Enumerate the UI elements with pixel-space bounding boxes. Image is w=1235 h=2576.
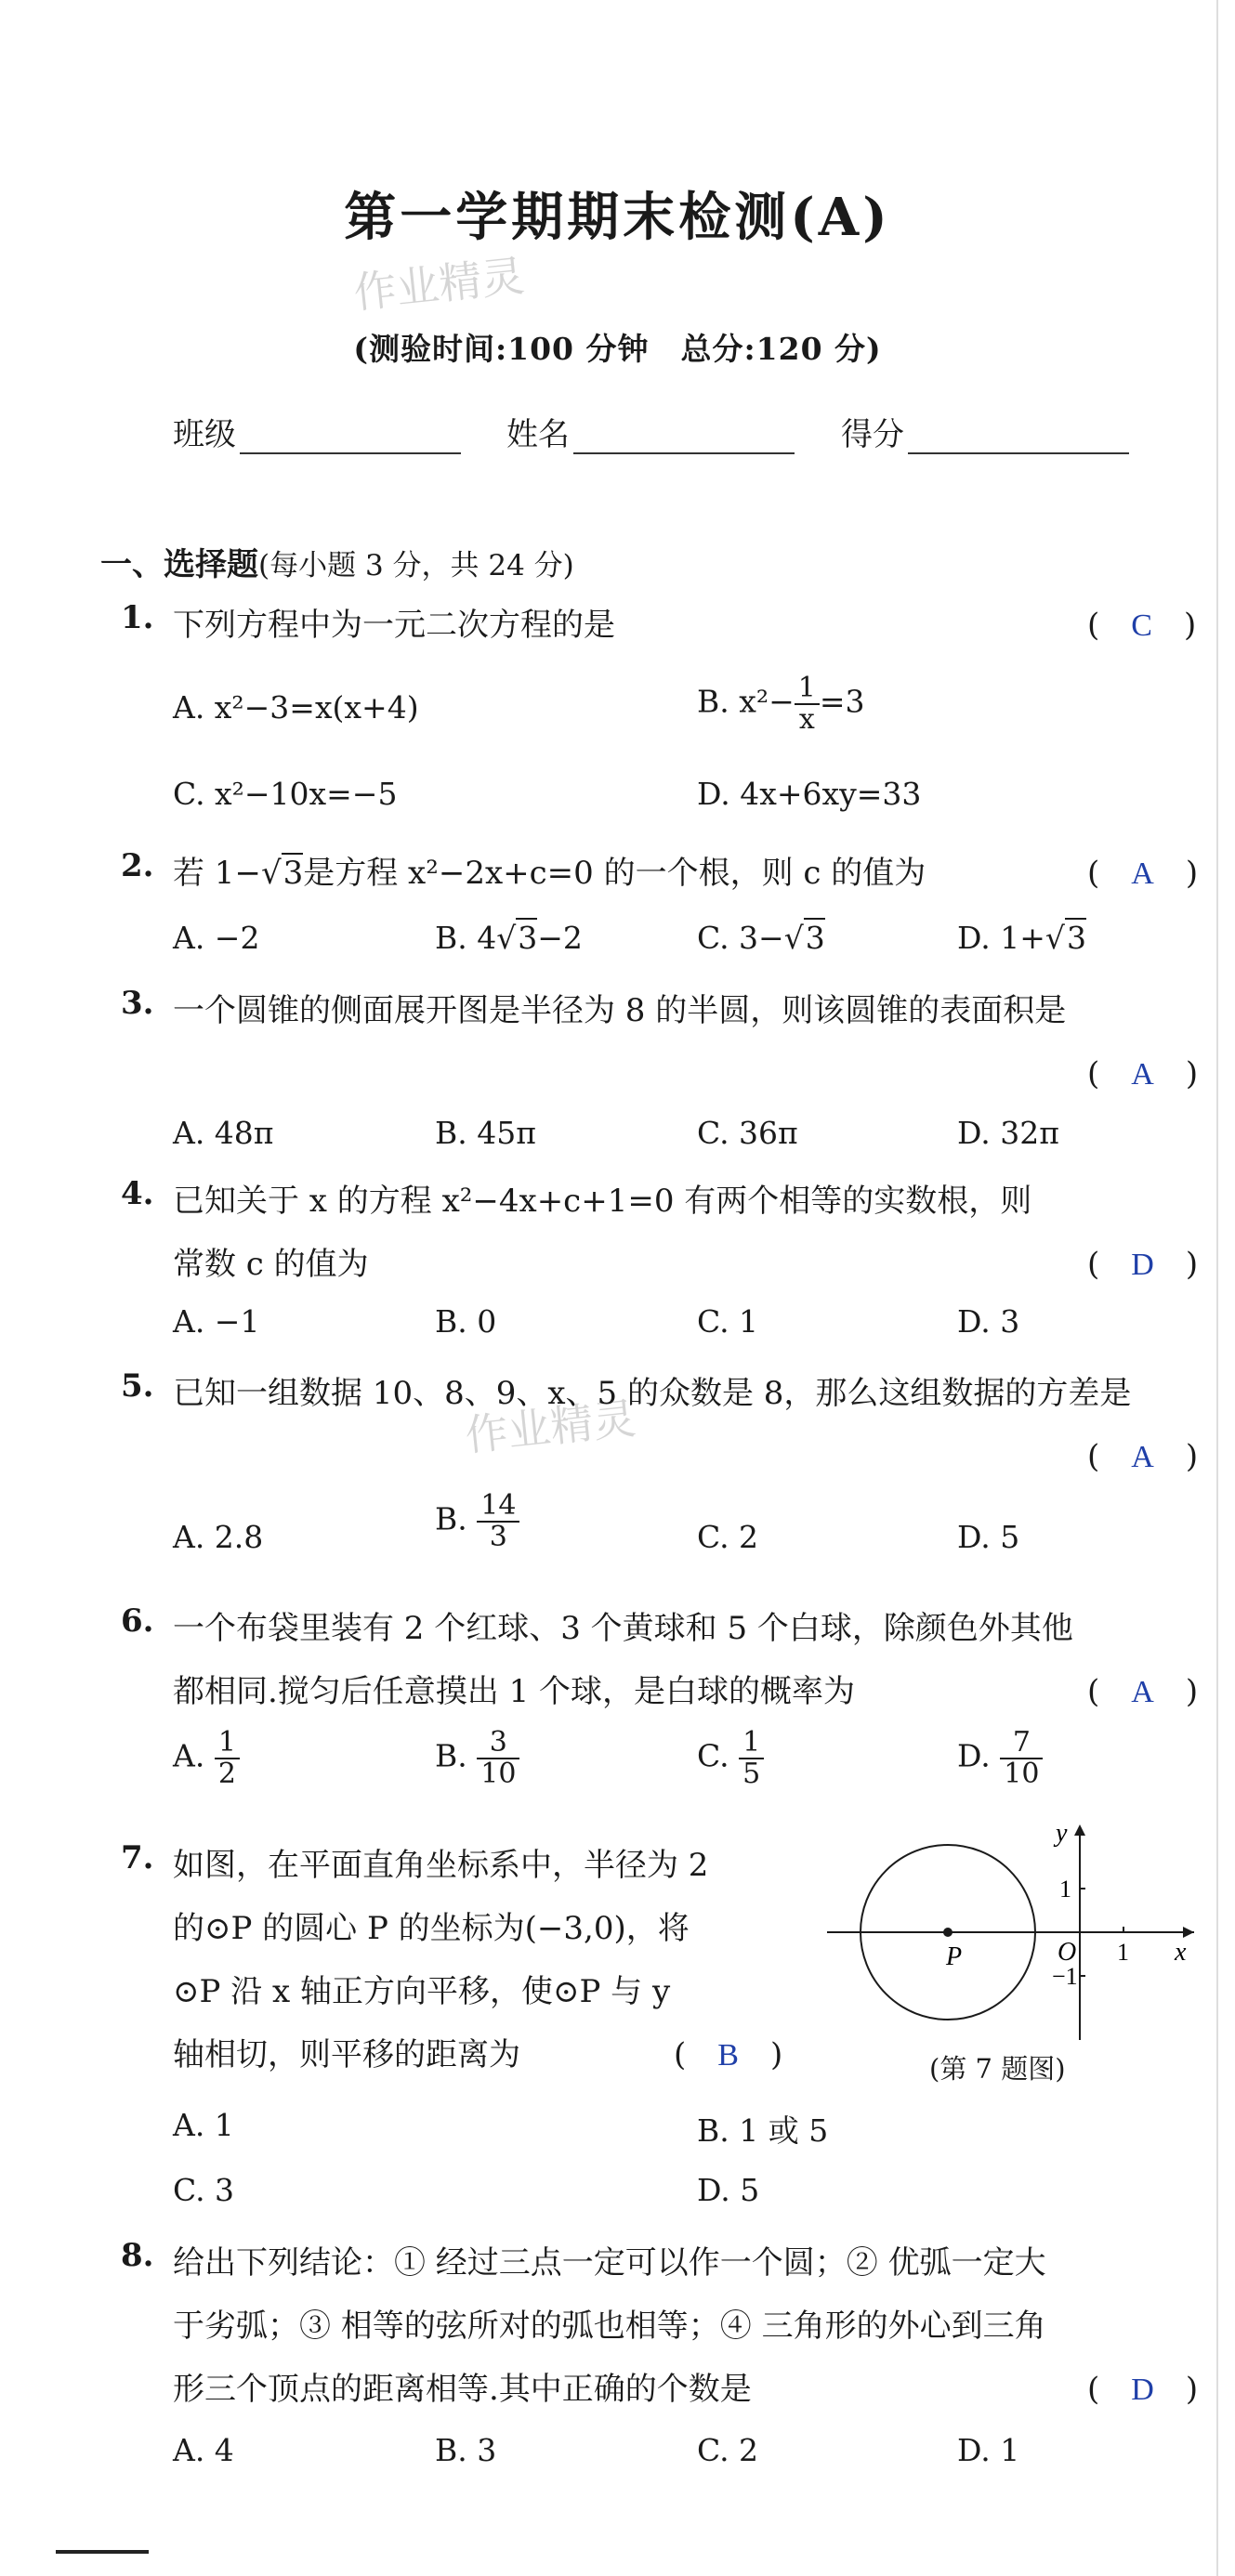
option-d: D. 3 [957, 1303, 1020, 1340]
question-text: 一个圆锥的侧面展开图是半径为 8 的半圆，则该圆锥的表面积是 [173, 992, 1067, 1029]
answer-bracket: ( D ) [1087, 2371, 1199, 2408]
answer-mark: B [717, 2038, 739, 2073]
question-text: 如图，在平面直角坐标系中，半径为 2 [173, 1847, 709, 1884]
footer-rule [56, 2550, 149, 2554]
name-field [506, 409, 795, 454]
option-a: A. 2.8 [173, 1519, 264, 1555]
option-c: C. 1 [697, 1303, 759, 1340]
question-text: 形三个顶点的距离相等.其中正确的个数是 [173, 2371, 752, 2408]
question-number: 1. [121, 599, 154, 636]
x-axis-label: x [1175, 1938, 1187, 1967]
section-hint: (每小题 3 分，共 24 分) [258, 549, 574, 582]
answer-mark: A [1131, 1057, 1154, 1092]
section-title [100, 539, 574, 584]
option-c: C. 2 [697, 2432, 759, 2468]
answer-mark: A [1131, 1440, 1154, 1474]
question-text-part: 若 1− [173, 855, 261, 892]
option-a [173, 1728, 240, 1788]
question-number: 3. [121, 985, 154, 1022]
option-d-text: D. 1+ [957, 920, 1045, 956]
option-b-text: B. [435, 1500, 467, 1537]
option-b-text: B. x²− [697, 683, 795, 720]
page-title: 第一学期期末检测(A) [344, 187, 891, 248]
option-b: B. 1 或 5 [697, 2112, 829, 2149]
y-tick-label: 1 [1059, 1876, 1071, 1903]
answer-mark: A [1131, 1675, 1154, 1709]
option-d: D. 1+√3 [957, 920, 1086, 956]
question-number: 5. [121, 1367, 154, 1405]
fraction [795, 673, 820, 734]
question-text: 的⊙P 的圆心 P 的坐标为(−3,0)，将 [173, 1910, 690, 1947]
question-number: 7. [121, 1839, 154, 1876]
question-text: 于劣弧；③ 相等的弦所对的弧也相等；④ 三角形的外心到三角 [173, 2308, 1046, 2345]
answer-bracket: ( A ) [1087, 1055, 1199, 1092]
fraction-denominator: 3 [489, 1520, 507, 1553]
answer-mark: D [1131, 1248, 1154, 1282]
option-d: D. 32π [957, 1115, 1059, 1151]
answer-bracket: ( C ) [1087, 607, 1197, 644]
option-c-text: C. [697, 1737, 729, 1774]
question-text: 已知关于 x 的方程 x²−4x+c+1=0 有两个相等的实数根，则 [173, 1183, 1032, 1220]
question-text: 轴相切，则平移的距离为 [173, 2036, 520, 2073]
option-c: C. x²−10x=−5 [173, 776, 398, 812]
figure-caption: (第 7 题图) [929, 2053, 1066, 2085]
option-b-text: B. [435, 1737, 467, 1774]
score-blank[interactable] [908, 417, 1129, 454]
fraction-denominator: 10 [480, 1757, 517, 1790]
answer-bracket: ( D ) [1087, 1246, 1199, 1283]
page-edge [1216, 0, 1218, 2576]
origin-label: O [1058, 1938, 1077, 1967]
question-text: 给出下列结论：① 经过三点一定可以作一个圆；② 优弧一定大 [173, 2244, 1046, 2282]
class-field [173, 409, 461, 454]
option-b-tail: =3 [819, 683, 865, 720]
option-a: A. −1 [173, 1303, 260, 1340]
option-b: B. 4√3−2 [435, 920, 583, 956]
question-number: 2. [121, 847, 154, 884]
fraction-numerator: 1 [215, 1728, 240, 1759]
fraction-numerator: 1 [739, 1728, 764, 1759]
option-d: D. 5 [697, 2172, 760, 2208]
option-b: B. 0 [435, 1303, 497, 1340]
fraction [477, 1728, 519, 1788]
answer-mark: D [1131, 2373, 1154, 2407]
option-a-text: A. [173, 1737, 205, 1774]
center-point [943, 1928, 953, 1937]
option-b: B. 3 [435, 2432, 497, 2468]
option-d: D. 4x+6xy=33 [697, 776, 922, 812]
watermark: 作业精灵 [462, 1393, 638, 1461]
question-text: 已知一组数据 10、8、9、x、5 的众数是 8，那么这组数据的方差是 [173, 1375, 1132, 1412]
fraction [739, 1728, 764, 1788]
score-field [841, 409, 1129, 454]
answer-mark: A [1131, 856, 1154, 891]
question-number: 6. [121, 1602, 154, 1640]
option-d: D. 1 [957, 2432, 1020, 2468]
coordinate-figure [818, 1821, 1199, 2044]
question-text: 常数 c 的值为 [173, 1246, 369, 1283]
fraction-denominator: 5 [742, 1757, 761, 1790]
y-axis-arrow [1074, 1824, 1085, 1836]
option-b: B. 45π [435, 1115, 536, 1151]
score-label: 得分 [841, 416, 904, 453]
y-tick-label: −1 [1052, 1963, 1078, 1990]
fraction-numerator: 7 [1000, 1728, 1043, 1759]
question-number: 4. [121, 1175, 154, 1212]
name-blank[interactable] [573, 417, 795, 454]
fraction-denominator: x [798, 702, 815, 736]
option-c: C. 36π [697, 1115, 798, 1151]
x-axis-arrow [1183, 1927, 1194, 1938]
option-b-text: B. 4 [435, 920, 497, 956]
fraction [1000, 1728, 1043, 1788]
question-text: 若 1−√3是方程 x²−2x+c=0 的一个根，则 c 的值为 [173, 855, 926, 892]
class-label: 班级 [173, 416, 236, 453]
exam-info: (测验时间:100 分钟 总分:120 分) [353, 331, 882, 367]
option-d-text: D. [957, 1737, 991, 1774]
answer-bracket: ( A ) [1087, 855, 1199, 892]
option-b [435, 1728, 519, 1788]
question-text: 下列方程中为一元二次方程的是 [173, 607, 615, 644]
radicand: 3 [1066, 920, 1086, 956]
option-d [957, 1728, 1043, 1788]
answer-mark: C [1131, 608, 1152, 643]
option-b-tail: −2 [537, 920, 583, 956]
radicand: 3 [518, 920, 538, 956]
question-text: ⊙P 沿 x 轴正方向平移，使⊙P 与 y [173, 1973, 671, 2010]
option-c-text: C. 3− [697, 920, 784, 956]
question-text: 一个布袋里装有 2 个红球、3 个黄球和 5 个白球，除颜色外其他 [173, 1610, 1073, 1647]
fraction-denominator: 2 [217, 1757, 236, 1790]
class-blank[interactable] [240, 417, 461, 454]
fraction-numerator: 3 [477, 1728, 519, 1759]
center-label: P [946, 1942, 963, 1971]
fraction-numerator: 14 [477, 1491, 519, 1523]
option-b [697, 673, 864, 734]
fraction [215, 1728, 240, 1788]
question-text-part: 是方程 x²−2x+c=0 的一个根，则 c 的值为 [303, 855, 926, 892]
radicand: 3 [805, 920, 825, 956]
radicand: 3 [282, 855, 304, 892]
answer-bracket: ( A ) [1087, 1673, 1199, 1710]
option-c: C. 3−√3 [697, 920, 825, 956]
option-a: A. x²−3=x(x+4) [173, 689, 419, 726]
fraction-numerator: 1 [795, 673, 820, 705]
section-name: 一、选择题 [100, 546, 258, 583]
option-a: A. 48π [173, 1115, 274, 1151]
option-c: C. 2 [697, 1519, 759, 1555]
name-label: 姓名 [506, 416, 570, 453]
option-a: A. −2 [173, 920, 260, 956]
fraction-denominator: 10 [1004, 1757, 1040, 1790]
option-c: C. 3 [173, 2172, 235, 2208]
option-a: A. 1 [173, 2107, 234, 2143]
option-c [697, 1728, 764, 1788]
option-a: A. 4 [173, 2432, 234, 2468]
answer-bracket: ( A ) [1087, 1438, 1199, 1475]
option-b [435, 1491, 519, 1551]
question-text: 都相同.搅匀后任意摸出 1 个球，是白球的概率为 [173, 1673, 856, 1710]
watermark: 作业精灵 [350, 250, 527, 319]
x-tick-label: 1 [1117, 1939, 1129, 1966]
y-axis-label: y [1056, 1821, 1068, 1848]
option-d: D. 5 [957, 1519, 1020, 1555]
fraction [477, 1491, 519, 1551]
answer-bracket: ( B ) [674, 2036, 783, 2073]
question-number: 8. [121, 2237, 154, 2274]
